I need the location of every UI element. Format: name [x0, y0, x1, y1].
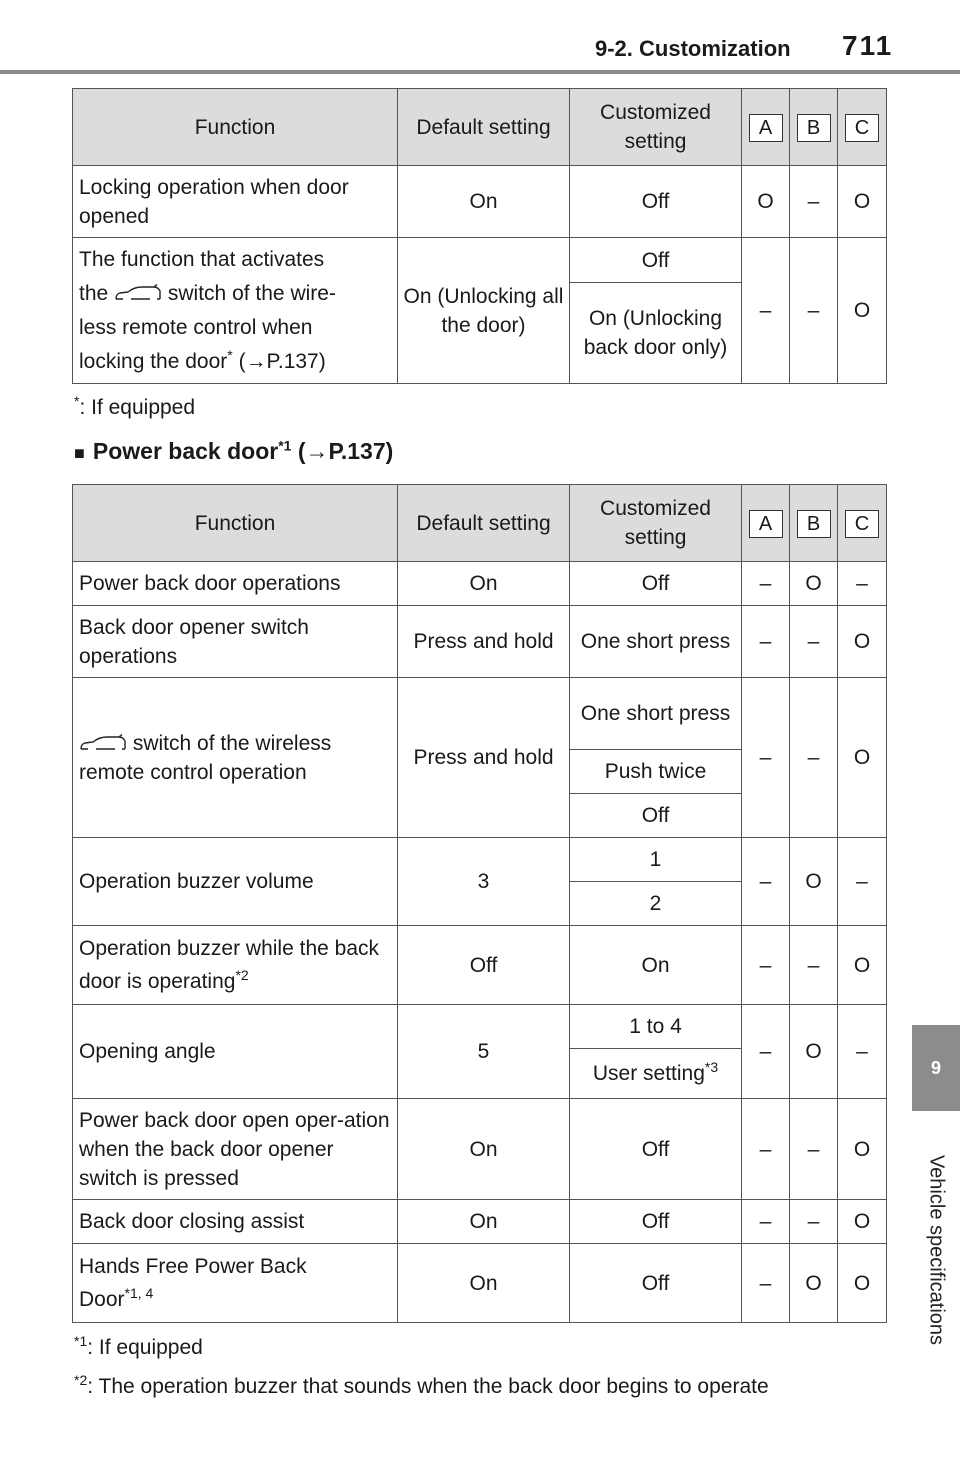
page-header	[0, 0, 960, 76]
function-cell: Locking operation when door opened	[73, 166, 398, 238]
customized-cell: 1 to 4	[570, 1005, 742, 1049]
b-cell: O	[790, 1244, 838, 1323]
function-cell: Back door opener switch operations	[73, 606, 398, 678]
col-a-box: A	[749, 510, 783, 538]
customized-cell: Off	[570, 238, 742, 283]
a-cell: –	[742, 562, 790, 606]
c-cell: O	[838, 1099, 887, 1200]
a-cell: –	[742, 1099, 790, 1200]
default-cell: On	[398, 1099, 570, 1200]
col-c-box: C	[845, 510, 879, 538]
footnote-1: $^{*1}$: If equipped	[74, 1333, 203, 1359]
customized-cell: One short press	[570, 606, 742, 678]
customized-cell: Off	[570, 562, 742, 606]
customized-cell: Off	[570, 794, 742, 838]
customized-cell: User setting$^{*3}$	[570, 1049, 742, 1099]
table-row	[73, 1099, 887, 1200]
function-cell: Opening angle	[73, 1005, 398, 1099]
default-cell: On	[398, 1200, 570, 1244]
table-row	[73, 926, 887, 1005]
col-function: Function	[73, 89, 398, 166]
chapter-tab-number: 9	[912, 1025, 960, 1111]
col-customized-setting: Customized setting	[570, 485, 742, 562]
footnote-if-equipped: *: If equipped	[74, 393, 196, 419]
default-cell: 5	[398, 1005, 570, 1099]
table-row	[73, 838, 887, 882]
chapter-tab-label: Vehicle specifications	[925, 1154, 948, 1346]
default-cell: 3	[398, 838, 570, 926]
col-c	[838, 485, 887, 562]
customized-cell: On	[570, 926, 742, 1005]
c-cell: O	[838, 1200, 887, 1244]
table-row	[73, 1005, 887, 1049]
col-c	[838, 89, 887, 166]
col-b-box: B	[797, 114, 831, 142]
page-number: 711	[842, 30, 894, 61]
function-cell: Power back door operations	[73, 562, 398, 606]
back-door-car-icon	[114, 284, 162, 302]
b-cell: –	[790, 166, 838, 238]
default-cell: On (Unlocking all the door)	[398, 238, 570, 384]
col-b	[790, 485, 838, 562]
table-row	[73, 166, 887, 238]
customized-cell: 2	[570, 882, 742, 926]
customized-cell: Off	[570, 1244, 742, 1323]
footnote-2: $^{*2}$: The operation buzzer that sounds when the back door begins to operate	[74, 1372, 769, 1398]
col-c-box: C	[845, 114, 879, 142]
b-cell: O	[790, 1005, 838, 1099]
b-cell: O	[790, 838, 838, 926]
door-lock-settings-table	[72, 88, 887, 384]
c-cell: O	[838, 926, 887, 1005]
back-door-car-icon	[79, 734, 127, 752]
c-cell: O	[838, 166, 887, 238]
customized-cell: Off	[570, 166, 742, 238]
col-default-setting: Default setting	[398, 89, 570, 166]
customized-cell: Off	[570, 1200, 742, 1244]
a-cell: –	[742, 1005, 790, 1099]
c-cell: –	[838, 838, 887, 926]
c-cell: –	[838, 562, 887, 606]
col-b-box: B	[797, 510, 831, 538]
function-cell: Operation buzzer volume	[73, 838, 398, 926]
default-cell: Press and hold	[398, 678, 570, 838]
table-row	[73, 606, 887, 678]
a-cell: O	[742, 166, 790, 238]
col-a-box: A	[749, 114, 783, 142]
b-cell: –	[790, 678, 838, 838]
a-cell: –	[742, 1244, 790, 1323]
a-cell: –	[742, 678, 790, 838]
power-back-door-table	[72, 484, 887, 1323]
c-cell: O	[838, 1244, 887, 1323]
customized-cell: Push twice	[570, 750, 742, 794]
table-row	[73, 678, 887, 750]
a-cell: –	[742, 838, 790, 926]
table-row	[73, 1244, 887, 1323]
function-cell: Hands Free Power Back Door$^{*1, 4}$	[73, 1244, 398, 1323]
default-cell: On	[398, 562, 570, 606]
b-cell: –	[790, 1099, 838, 1200]
table-header-row	[73, 485, 887, 562]
customized-cell: One short press	[570, 678, 742, 750]
col-a	[742, 89, 790, 166]
col-b	[790, 89, 838, 166]
c-cell: O	[838, 606, 887, 678]
a-cell: –	[742, 1200, 790, 1244]
customized-cell: Off	[570, 1099, 742, 1200]
power-back-door-heading: ■ Power back door$^{*1}$ (→P.137)	[74, 437, 394, 464]
customized-cell: 1	[570, 838, 742, 882]
a-cell: –	[742, 926, 790, 1005]
default-cell: On	[398, 1244, 570, 1323]
b-cell: –	[790, 1200, 838, 1244]
default-cell: Off	[398, 926, 570, 1005]
b-cell: –	[790, 606, 838, 678]
function-cell: The function that activates the switch of the wire- less remote control when locking the door* (→P.137)	[73, 238, 398, 384]
b-cell: –	[790, 926, 838, 1005]
function-cell: switch of the wireless remote control operation	[73, 678, 398, 838]
table-header-row	[73, 89, 887, 166]
c-cell: O	[838, 678, 887, 838]
col-a	[742, 485, 790, 562]
b-cell: O	[790, 562, 838, 606]
function-cell: Back door closing assist	[73, 1200, 398, 1244]
b-cell: –	[790, 238, 838, 384]
section-title: 9-2. Customization	[595, 36, 791, 61]
function-cell: Power back door open oper-ation when the back door opener switch is pressed	[73, 1099, 398, 1200]
col-function: Function	[73, 485, 398, 562]
c-cell: –	[838, 1005, 887, 1099]
square-bullet-icon: ■	[74, 443, 85, 463]
function-cell: Operation buzzer while the back door is operating$^{*2}$	[73, 926, 398, 1005]
table-row	[73, 562, 887, 606]
header-rule	[0, 70, 960, 74]
col-default-setting: Default setting	[398, 485, 570, 562]
table-row	[73, 238, 887, 283]
a-cell: –	[742, 606, 790, 678]
customized-cell: On (Unlocking back door only)	[570, 283, 742, 384]
c-cell: O	[838, 238, 887, 384]
a-cell: –	[742, 238, 790, 384]
table-row	[73, 1200, 887, 1244]
default-cell: Press and hold	[398, 606, 570, 678]
default-cell: On	[398, 166, 570, 238]
col-customized-setting: Customized setting	[570, 89, 742, 166]
